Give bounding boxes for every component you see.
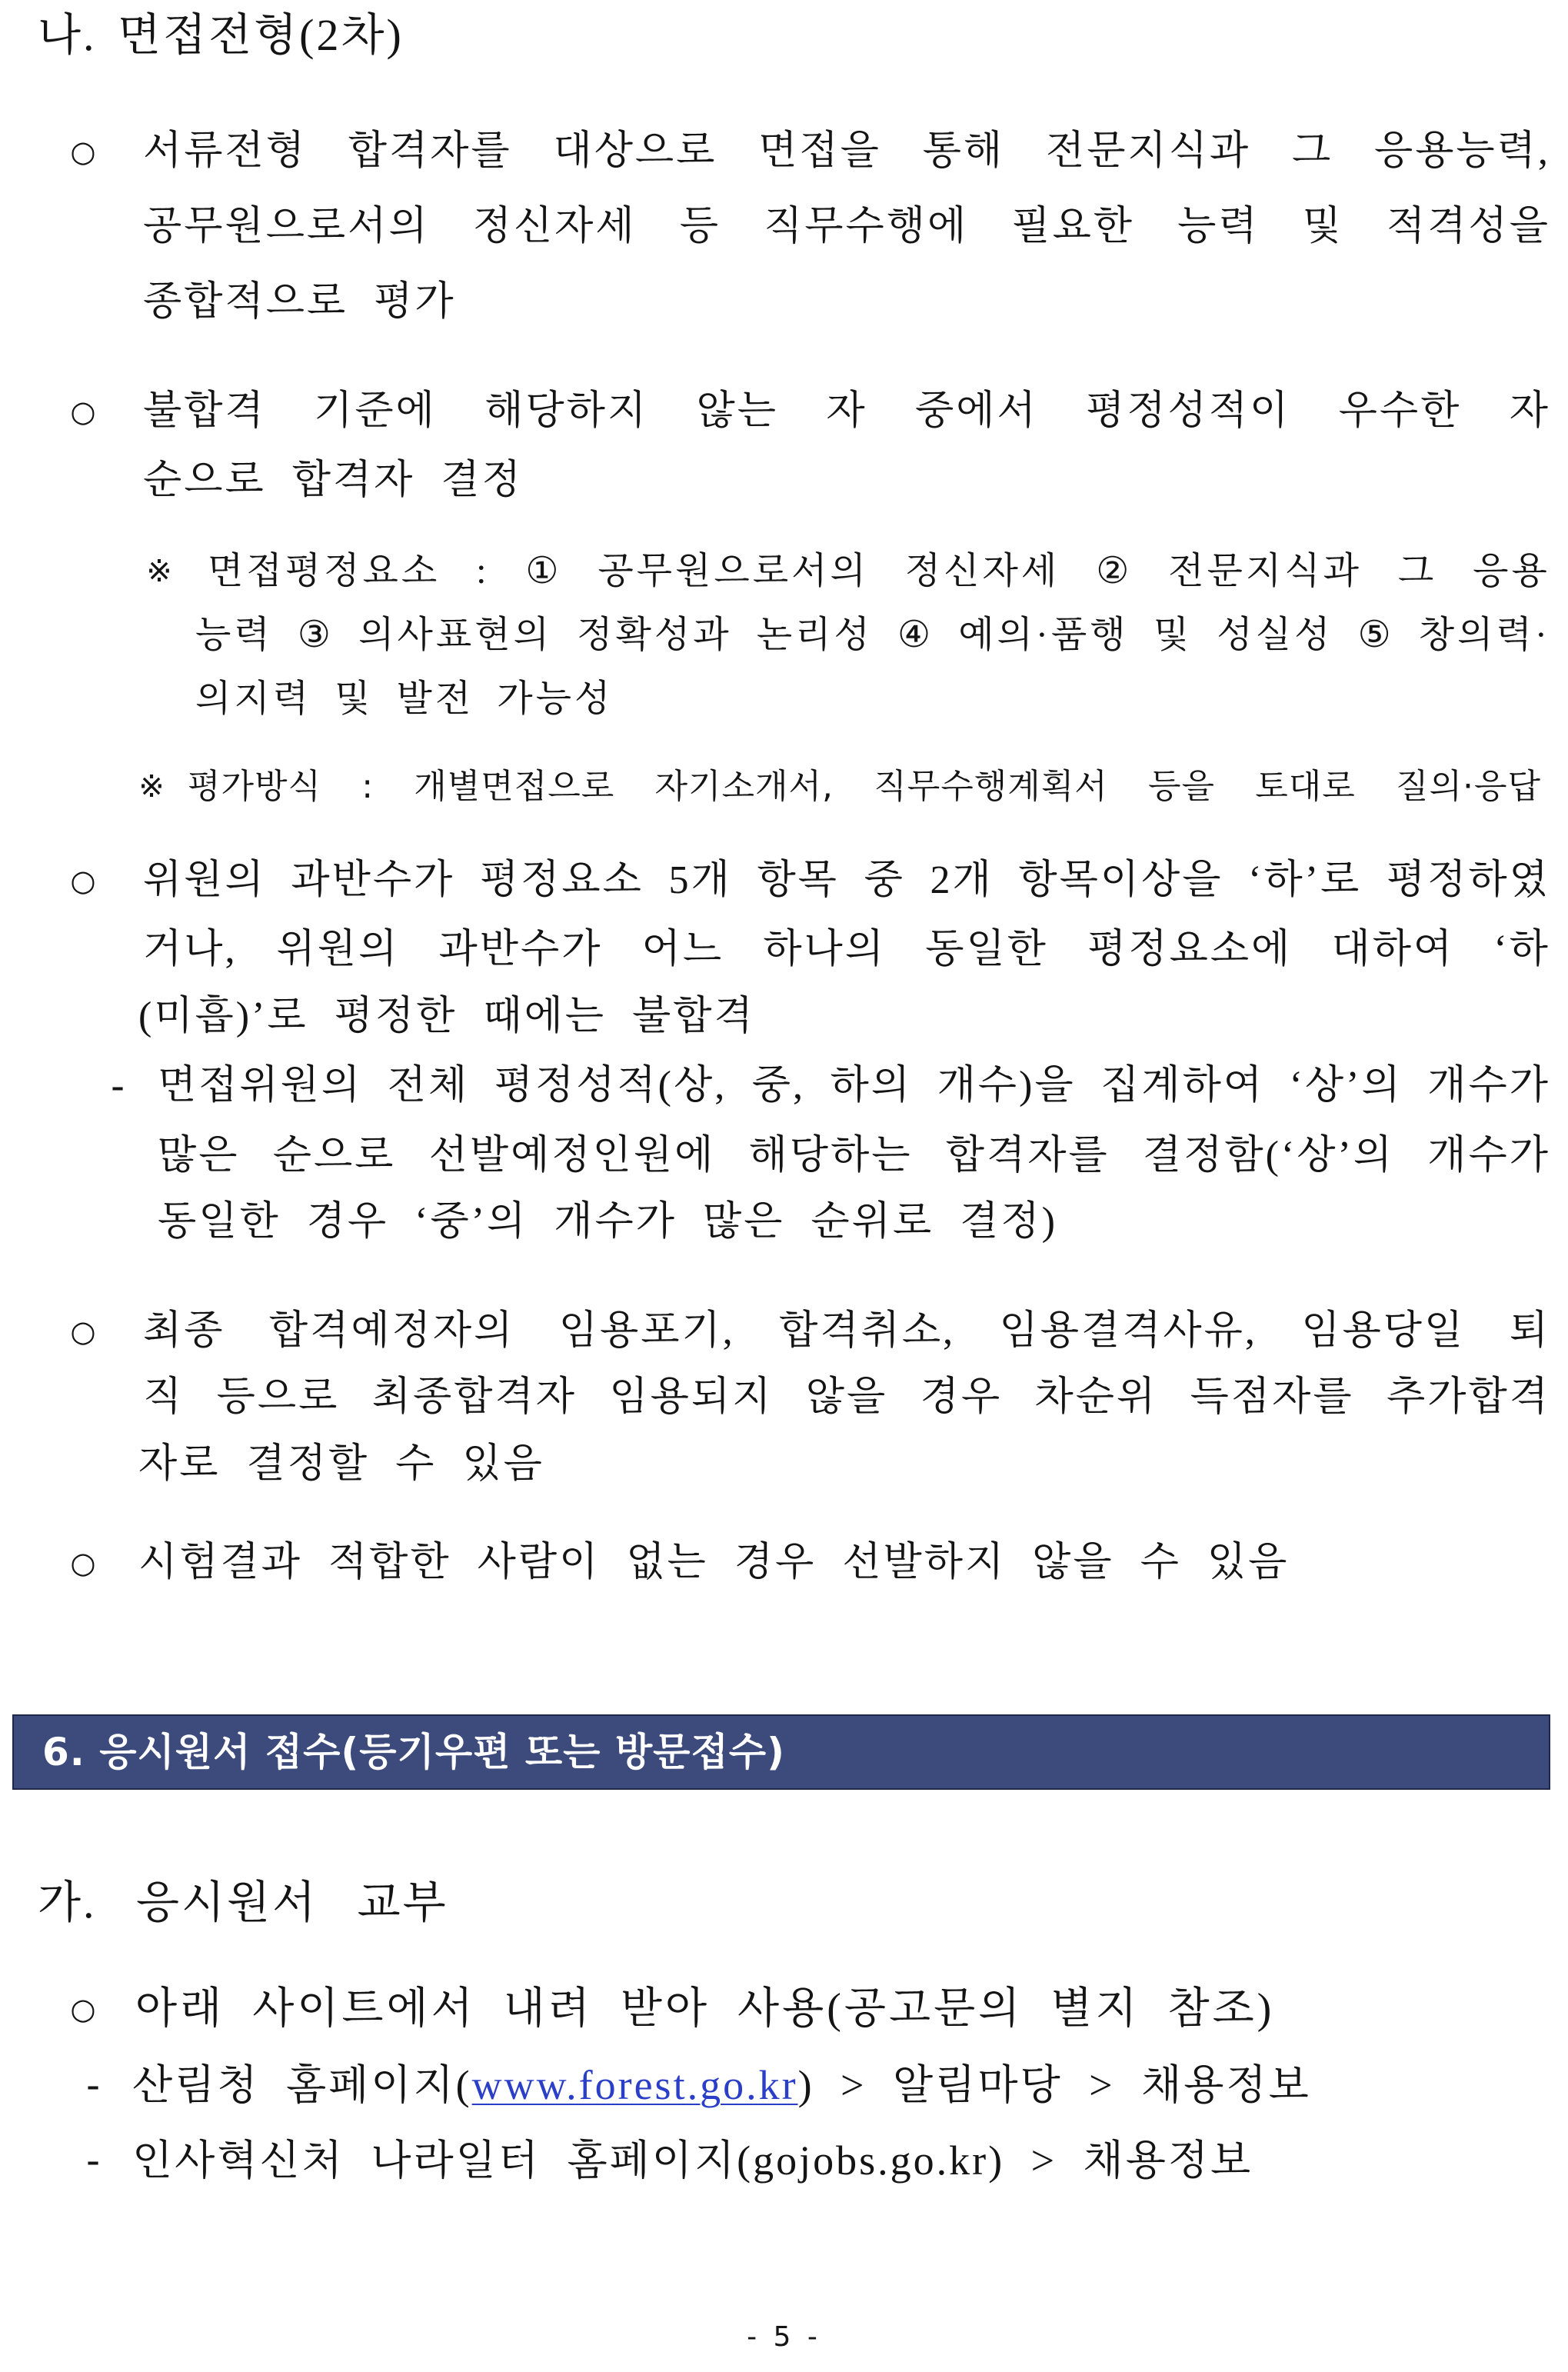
dash-bullet: -: [85, 2138, 101, 2183]
word: 창의력·: [1418, 615, 1550, 655]
word: 과반수가: [438, 928, 603, 971]
word: 질의·응답: [1395, 767, 1541, 806]
word: 면접위원의: [158, 1064, 363, 1108]
word: 서류전형: [143, 129, 307, 173]
word: :: [361, 767, 375, 806]
word: 직: [143, 1375, 185, 1419]
word: 예의·품행: [958, 615, 1129, 655]
word: 개수가: [1427, 1064, 1550, 1108]
paragraph-line: [143, 1371, 1550, 1424]
word: ③: [297, 615, 334, 655]
word: 평정요소: [479, 858, 644, 902]
word: 자기소개서,: [654, 767, 834, 806]
word: 해당하는: [748, 1134, 913, 1178]
paragraph-line: 자로 결정할 수 있음: [138, 1442, 544, 1486]
word: 정확성과: [577, 615, 732, 655]
word: 토대로: [1255, 767, 1356, 806]
section-title: 6. 응시원서 접수(등기우편 또는 방문접수): [42, 1730, 785, 1774]
word: 응용: [1473, 551, 1550, 591]
word: 임용당일: [1301, 1309, 1466, 1353]
word: 기준에: [314, 389, 437, 433]
word: 적격성을: [1387, 205, 1550, 248]
word: 능력: [195, 615, 273, 655]
word: 정신자세: [904, 551, 1060, 591]
word: 하의: [830, 1064, 913, 1108]
word: 공무원으로서의: [598, 551, 869, 591]
word: 차순위: [1034, 1375, 1158, 1419]
word: 위원의: [143, 858, 266, 902]
word: 등: [679, 205, 721, 248]
paragraph-line: [143, 1304, 1550, 1358]
word: 추가합격: [1387, 1375, 1550, 1419]
source-line-forest: [132, 2058, 1311, 2112]
word: 평정요소에: [1087, 928, 1293, 971]
word: ⑤: [1357, 615, 1394, 655]
reference-mark-icon: ※: [146, 554, 172, 589]
word: 않을: [805, 1375, 888, 1419]
note-line: [195, 611, 1550, 660]
word: 득점자를: [1190, 1375, 1354, 1419]
source-suffix: ) > 알림마당 > 채용정보: [797, 2062, 1311, 2108]
word: 논리성: [756, 615, 873, 655]
source-prefix: 산림청 홈페이지(: [132, 2062, 472, 2108]
circle-bullet-icon: ○: [70, 1992, 96, 2026]
word: ‘하: [1493, 928, 1550, 971]
word: 항목: [757, 858, 839, 902]
word: 자: [826, 389, 867, 433]
paragraph-line: 종합적으로 평가: [143, 280, 456, 324]
note-line: 의지력 및 발전 가능성: [195, 678, 614, 719]
paragraph-line: 아래 사이트에서 내려 받아 사용(공고문의 별지 참조): [135, 1985, 1275, 2033]
word: ①: [525, 551, 562, 591]
word: 하나의: [763, 928, 887, 971]
circle-bullet-icon: ○: [70, 1314, 96, 1348]
word: 개수)을: [937, 1064, 1076, 1108]
word: 많은: [158, 1134, 240, 1178]
word: 2개: [930, 858, 994, 902]
word: 경우: [920, 1375, 1003, 1419]
dash-bullet: -: [85, 2063, 101, 2107]
word: 공무원으로서의: [143, 205, 430, 248]
section-title-bar: [12, 1714, 1550, 1790]
word: ‘상’의: [1289, 1064, 1403, 1108]
word: 그: [1397, 551, 1437, 591]
word: 전문지식과: [1045, 129, 1251, 173]
word: :: [476, 551, 490, 591]
word: 정신자세: [472, 205, 637, 248]
word: ‘하’로: [1248, 858, 1362, 902]
word: 중에서: [915, 389, 1038, 433]
circle-bullet-icon: ○: [70, 395, 96, 428]
word: 순으로: [272, 1134, 396, 1178]
word: 임용포기,: [558, 1309, 735, 1353]
word: 응용능력,: [1373, 129, 1550, 173]
word: 평정성적이: [1086, 389, 1291, 433]
paragraph-line: [143, 385, 1550, 438]
circle-bullet-icon: ○: [70, 1546, 96, 1580]
word: 불합격: [143, 389, 266, 433]
word: 직무수행계획서: [874, 767, 1108, 806]
page-number: - 5 -: [747, 2321, 821, 2353]
word: 퇴: [1509, 1309, 1550, 1353]
word: 대하여: [1331, 928, 1455, 971]
word: 그: [1291, 129, 1333, 173]
section-heading-interview: 나. 면접전형(2차): [38, 10, 404, 60]
word: 전체: [387, 1064, 470, 1108]
dash-bullet: -: [110, 1064, 125, 1108]
paragraph-line: [143, 125, 1550, 178]
paragraph-line: [158, 1129, 1550, 1183]
circle-bullet-icon: ○: [70, 135, 96, 168]
note-line: [208, 547, 1550, 596]
forest-website-link[interactable]: www.forest.go.kr: [471, 2062, 798, 2108]
word: 어느: [641, 928, 724, 971]
word: 면접평정요소: [208, 551, 441, 591]
word: 평정하였: [1386, 858, 1550, 902]
word: ②: [1096, 551, 1133, 591]
word: 면접을: [758, 129, 881, 173]
word: 자: [1509, 389, 1550, 433]
word: 통해: [922, 129, 1005, 173]
word: 평정성적(상,: [494, 1064, 727, 1108]
word: 임용되지: [609, 1375, 774, 1419]
source-line-gojobs: 인사혁신처 나라일터 홈페이지(gojobs.go.kr) > 채용정보: [132, 2137, 1253, 2184]
note-line: [188, 762, 1541, 811]
paragraph-line: 순으로 합격자 결정: [143, 458, 523, 502]
word: 위원의: [276, 928, 400, 971]
word: 대상으로: [553, 129, 717, 173]
paragraph-line: [158, 1059, 1550, 1113]
paragraph-line: (미흡)’로 평정한 때에는 불합격: [138, 994, 755, 1038]
word: 결정함(‘상’의: [1142, 1134, 1395, 1178]
word: 해당하지: [484, 389, 649, 433]
word: 성실성: [1217, 615, 1333, 655]
word: 개수가: [1427, 1134, 1550, 1178]
word: 직무수행에: [764, 205, 969, 248]
word: 및: [1153, 615, 1193, 655]
reference-mark-icon: ※: [138, 769, 165, 805]
paragraph-line: [143, 923, 1550, 977]
word: 우수한: [1338, 389, 1462, 433]
word: 중,: [751, 1064, 805, 1108]
paragraph-line: 시험결과 적합한 사람이 없는 경우 선발하지 않을 수 있음: [138, 1541, 1290, 1584]
word: 임용결격사유,: [999, 1309, 1257, 1353]
word: 의사표현의: [358, 615, 552, 655]
word: 동일한: [925, 928, 1048, 971]
word: 등으로: [216, 1375, 340, 1419]
word: 등을: [1148, 767, 1216, 806]
circle-bullet-icon: ○: [70, 864, 96, 898]
word: 최종합격자: [371, 1375, 577, 1419]
word: 능력: [1177, 205, 1260, 248]
word: 중: [864, 858, 905, 902]
word: 평가방식: [188, 767, 322, 806]
word: 않는: [696, 389, 778, 433]
subsection-heading: 가. 응시원서 교부: [38, 1877, 448, 1927]
word: 집계하여: [1100, 1064, 1265, 1108]
word: 선발예정인원에: [428, 1134, 716, 1178]
paragraph-line: 동일한 경우 ‘중’의 개수가 많은 순위로 결정): [158, 1200, 1057, 1244]
word: ④: [897, 615, 934, 655]
word: 합격예정자의: [268, 1309, 515, 1353]
paragraph-line: [143, 200, 1550, 254]
word: 개별면접으로: [414, 767, 615, 806]
word: 거나,: [143, 928, 238, 971]
word: 합격자를: [945, 1134, 1110, 1178]
word: 5개: [668, 858, 732, 902]
word: 최종: [143, 1309, 225, 1353]
word: 합격취소,: [779, 1309, 956, 1353]
word: 전문지식과: [1168, 551, 1362, 591]
word: 필요한: [1011, 205, 1135, 248]
paragraph-line: [143, 854, 1550, 908]
word: 및: [1302, 205, 1343, 248]
word: 과반수가: [291, 858, 455, 902]
word: 항목이상을: [1018, 858, 1223, 902]
word: 합격자를: [348, 129, 512, 173]
